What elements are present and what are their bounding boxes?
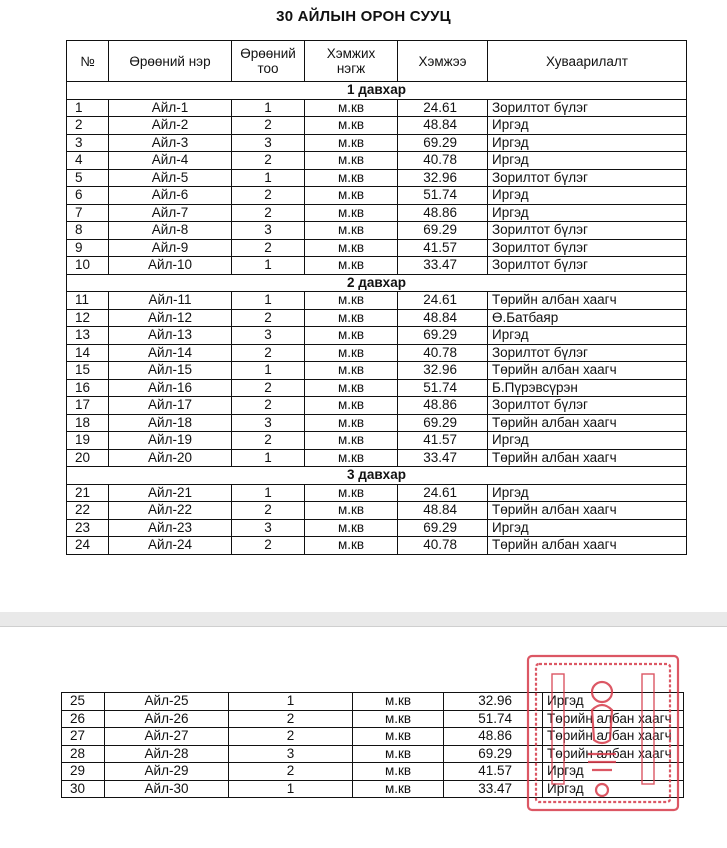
size-value: 69.29 [398, 327, 488, 345]
unit: м.кв [353, 745, 444, 763]
size-value: 69.29 [398, 134, 488, 152]
stamp-emblem-dot [596, 784, 608, 796]
room-count: 2 [232, 397, 305, 415]
allocation: Ө.Батбаяр [488, 309, 687, 327]
room-name: Айл-27 [105, 728, 229, 746]
table-row [67, 484, 687, 502]
size-value: 48.86 [444, 728, 543, 746]
unit: м.кв [353, 693, 444, 711]
allocation: Зорилтот бүлэг [488, 222, 687, 240]
room-count: 1 [232, 362, 305, 380]
allocation: Иргэд [488, 204, 687, 222]
allocation: Зорилтот бүлэг [488, 169, 687, 187]
room-count: 1 [229, 693, 353, 711]
row-number: 6 [67, 187, 109, 205]
size-value: 32.96 [444, 693, 543, 711]
room-name: Айл-12 [109, 309, 232, 327]
room-count: 2 [232, 204, 305, 222]
room-count: 2 [232, 379, 305, 397]
header-no: № [67, 41, 109, 82]
size-value: 48.86 [398, 397, 488, 415]
row-number: 10 [67, 257, 109, 275]
table-row [67, 519, 687, 537]
unit: м.кв [305, 309, 398, 327]
allocation: Иргэд [488, 187, 687, 205]
unit: м.кв [305, 414, 398, 432]
size-value: 33.47 [398, 257, 488, 275]
room-name: Айл-10 [109, 257, 232, 275]
row-number: 16 [67, 379, 109, 397]
allocation: Иргэд [488, 327, 687, 345]
floor-label: 2 давхар [67, 274, 687, 292]
table-row [67, 257, 687, 275]
size-value: 41.57 [398, 432, 488, 450]
row-number: 7 [67, 204, 109, 222]
room-count: 2 [229, 728, 353, 746]
floor-heading-row [67, 274, 687, 292]
room-count: 2 [232, 432, 305, 450]
unit: м.кв [305, 519, 398, 537]
room-name: Айл-22 [109, 502, 232, 520]
row-number: 9 [67, 239, 109, 257]
header-room-count [232, 41, 305, 82]
room-count: 1 [232, 292, 305, 310]
room-name: Айл-26 [105, 710, 229, 728]
size-value: 32.96 [398, 169, 488, 187]
row-number: 22 [67, 502, 109, 520]
unit: м.кв [305, 484, 398, 502]
room-count: 2 [232, 117, 305, 135]
row-number: 29 [62, 763, 105, 781]
table-row [67, 397, 687, 415]
room-name: Айл-11 [109, 292, 232, 310]
room-count: 3 [232, 519, 305, 537]
room-name: Айл-21 [109, 484, 232, 502]
unit: м.кв [305, 204, 398, 222]
table-row [67, 414, 687, 432]
unit: м.кв [305, 134, 398, 152]
unit: м.кв [305, 344, 398, 362]
row-number: 8 [67, 222, 109, 240]
row-number: 19 [67, 432, 109, 450]
room-count: 2 [232, 187, 305, 205]
allocation: Зорилтот бүлэг [488, 257, 687, 275]
room-count: 3 [232, 414, 305, 432]
room-name: Айл-18 [109, 414, 232, 432]
row-number: 13 [67, 327, 109, 345]
room-name: Айл-5 [109, 169, 232, 187]
unit: м.кв [305, 432, 398, 450]
size-value: 33.47 [444, 780, 543, 798]
unit: м.кв [305, 362, 398, 380]
unit: м.кв [305, 292, 398, 310]
unit: м.кв [353, 780, 444, 798]
row-number: 27 [62, 728, 105, 746]
header-allocation: Хуваарилалт [488, 41, 687, 82]
room-count: 3 [229, 745, 353, 763]
allocation: Төрийн албан хаагч [488, 292, 687, 310]
allocation: Иргэд [488, 519, 687, 537]
stamp-script-column-left [552, 674, 564, 784]
table-row [67, 239, 687, 257]
row-number: 28 [62, 745, 105, 763]
room-name: Айл-28 [105, 745, 229, 763]
room-name: Айл-17 [109, 397, 232, 415]
stamp-script-column-right [642, 674, 654, 784]
allocation: Иргэд [488, 134, 687, 152]
allocation: Зорилтот бүлэг [488, 344, 687, 362]
room-count: 3 [232, 327, 305, 345]
unit: м.кв [305, 327, 398, 345]
unit: м.кв [305, 222, 398, 240]
row-number: 25 [62, 693, 105, 711]
allocation: Иргэд [488, 152, 687, 170]
row-number: 30 [62, 780, 105, 798]
size-value: 69.29 [398, 414, 488, 432]
room-count: 2 [232, 239, 305, 257]
size-value: 48.84 [398, 117, 488, 135]
allocation: Төрийн албан хаагч [543, 745, 684, 763]
table-row [67, 379, 687, 397]
row-number: 18 [67, 414, 109, 432]
page-break [0, 612, 727, 626]
unit: м.кв [305, 449, 398, 467]
table-row [67, 187, 687, 205]
stamp-emblem-base [588, 754, 616, 770]
room-name: Айл-24 [109, 537, 232, 555]
room-count: 2 [229, 710, 353, 728]
size-value: 32.96 [398, 362, 488, 380]
document-title: 30 АЙЛЫН ОРОН СУУЦ [276, 8, 451, 25]
table-row [67, 537, 687, 555]
unit: м.кв [305, 379, 398, 397]
floor-heading-row [67, 467, 687, 485]
stamp-outer-border [528, 656, 678, 810]
unit: м.кв [353, 710, 444, 728]
row-number: 4 [67, 152, 109, 170]
table-row [67, 99, 687, 117]
room-name: Айл-6 [109, 187, 232, 205]
room-count: 3 [232, 134, 305, 152]
allocation: Иргэд [543, 763, 684, 781]
unit: м.кв [305, 152, 398, 170]
table-row [67, 502, 687, 520]
room-count: 3 [232, 222, 305, 240]
allocation: Төрийн албан хаагч [488, 502, 687, 520]
room-name: Айл-9 [109, 239, 232, 257]
unit: м.кв [305, 257, 398, 275]
unit: м.кв [305, 537, 398, 555]
allocation: Б.Пүрэвсүрэн [488, 379, 687, 397]
stamp-inner-border [536, 664, 670, 802]
size-value: 48.84 [398, 502, 488, 520]
unit: м.кв [305, 187, 398, 205]
header-size: Хэмжээ [398, 41, 488, 82]
room-name: Айл-4 [109, 152, 232, 170]
room-name: Айл-23 [109, 519, 232, 537]
unit: м.кв [305, 169, 398, 187]
row-number: 23 [67, 519, 109, 537]
unit: м.кв [305, 502, 398, 520]
size-value: 69.29 [444, 745, 543, 763]
room-count: 2 [232, 309, 305, 327]
floor-label: 3 давхар [67, 467, 687, 485]
size-value: 41.57 [398, 239, 488, 257]
row-number: 24 [67, 537, 109, 555]
room-count: 2 [232, 152, 305, 170]
room-count: 1 [229, 780, 353, 798]
room-count: 1 [232, 169, 305, 187]
row-number: 26 [62, 710, 105, 728]
room-name: Айл-1 [109, 99, 232, 117]
allocation: Зорилтот бүлэг [488, 99, 687, 117]
room-name: Айл-30 [105, 780, 229, 798]
row-number: 21 [67, 484, 109, 502]
table-row [67, 309, 687, 327]
allocation: Зорилтот бүлэг [488, 397, 687, 415]
allocation: Төрийн албан хаагч [488, 362, 687, 380]
table-row [67, 204, 687, 222]
room-count: 1 [232, 449, 305, 467]
table-header-row [67, 41, 687, 82]
size-value: 51.74 [398, 379, 488, 397]
row-number: 1 [67, 99, 109, 117]
allocation: Иргэд [543, 693, 684, 711]
allocation: Төрийн албан хаагч [488, 537, 687, 555]
unit: м.кв [353, 763, 444, 781]
size-value: 33.47 [398, 449, 488, 467]
room-name: Айл-16 [109, 379, 232, 397]
size-value: 69.29 [398, 222, 488, 240]
size-value: 40.78 [398, 344, 488, 362]
room-name: Айл-20 [109, 449, 232, 467]
header-unit [305, 41, 398, 82]
room-count: 1 [232, 484, 305, 502]
room-count: 2 [232, 537, 305, 555]
room-name: Айл-14 [109, 344, 232, 362]
unit: м.кв [353, 728, 444, 746]
table-row [67, 292, 687, 310]
room-name: Айл-13 [109, 327, 232, 345]
size-value: 40.78 [398, 537, 488, 555]
size-value: 69.29 [398, 519, 488, 537]
row-number: 5 [67, 169, 109, 187]
size-value: 51.74 [444, 710, 543, 728]
unit: м.кв [305, 397, 398, 415]
room-name: Айл-29 [105, 763, 229, 781]
room-count: 1 [232, 99, 305, 117]
allocation: Төрийн албан хаагч [488, 449, 687, 467]
row-number: 14 [67, 344, 109, 362]
floor-label: 1 давхар [67, 82, 687, 100]
room-count: 2 [229, 763, 353, 781]
table-row [67, 134, 687, 152]
allocation: Төрийн албан хаагч [543, 728, 684, 746]
row-number: 17 [67, 397, 109, 415]
floor-heading-row [67, 82, 687, 100]
row-number: 3 [67, 134, 109, 152]
allocation: Иргэд [488, 484, 687, 502]
table-row [67, 327, 687, 345]
room-count: 1 [232, 257, 305, 275]
header-unit-label: Хэмжих нэгж [326, 46, 376, 76]
size-value: 41.57 [444, 763, 543, 781]
size-value: 51.74 [398, 187, 488, 205]
row-number: 20 [67, 449, 109, 467]
row-number: 15 [67, 362, 109, 380]
unit: м.кв [305, 117, 398, 135]
room-name: Айл-25 [105, 693, 229, 711]
table-row [67, 117, 687, 135]
table-row [67, 152, 687, 170]
size-value: 48.84 [398, 309, 488, 327]
allocation: Зорилтот бүлэг [488, 239, 687, 257]
allocation: Төрийн албан хаагч [488, 414, 687, 432]
table-row [67, 432, 687, 450]
size-value: 48.86 [398, 204, 488, 222]
room-name: Айл-8 [109, 222, 232, 240]
row-number: 2 [67, 117, 109, 135]
size-value: 24.61 [398, 484, 488, 502]
allocation: Иргэд [488, 117, 687, 135]
allocation: Иргэд [488, 432, 687, 450]
allocation: Иргэд [543, 780, 684, 798]
room-name: Айл-2 [109, 117, 232, 135]
room-name: Айл-19 [109, 432, 232, 450]
page-break-line [0, 626, 727, 627]
unit: м.кв [305, 239, 398, 257]
row-number: 11 [67, 292, 109, 310]
stamp-emblem-body [592, 705, 612, 743]
row-number: 12 [67, 309, 109, 327]
official-stamp [522, 650, 690, 818]
table-row [67, 222, 687, 240]
size-value: 24.61 [398, 292, 488, 310]
table-row [67, 169, 687, 187]
size-value: 24.61 [398, 99, 488, 117]
room-name: Айл-7 [109, 204, 232, 222]
room-count: 2 [232, 344, 305, 362]
table-body [67, 82, 687, 555]
room-name: Айл-15 [109, 362, 232, 380]
header-room-name: Өрөөний нэр [109, 41, 232, 82]
room-count: 2 [232, 502, 305, 520]
table-row [67, 449, 687, 467]
table-row [67, 362, 687, 380]
unit: м.кв [305, 99, 398, 117]
stamp-emblem-top [592, 682, 612, 702]
room-name: Айл-3 [109, 134, 232, 152]
allocation: Төрийн албан хаагч [543, 710, 684, 728]
size-value: 40.78 [398, 152, 488, 170]
header-room-count-label: Өрөөний тоо [240, 46, 296, 76]
table-row [67, 344, 687, 362]
apartment-allocation-table [66, 40, 687, 555]
